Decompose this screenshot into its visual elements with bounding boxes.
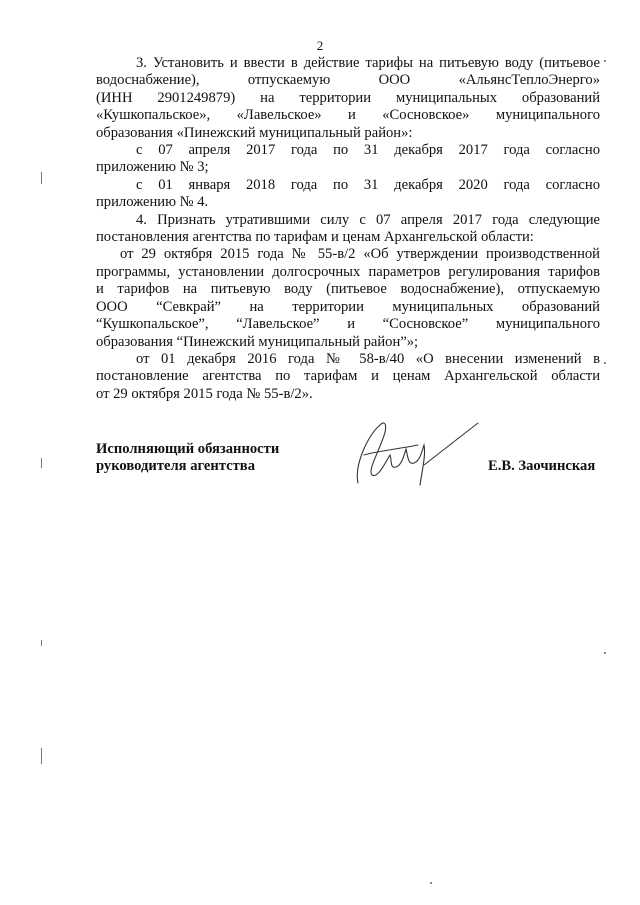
section-3-line-1: 3. Установить и ввести в действие тарифы на питьевую воду (питьевое: [136, 55, 600, 71]
section-4-item-1-line-6: образования “Пинежский муниципальный район”»;: [96, 333, 419, 350]
section-4-item-2-line-1: от 01 декабря 2016 года № 58-в/40 «О внесении изменений в: [136, 350, 600, 367]
section-3-item-2-line-2: приложению № 4.: [96, 194, 209, 211]
section-3: [96, 55, 600, 212]
scan-dot: [604, 362, 606, 364]
scan-mark: [41, 172, 42, 184]
section-3-item-2-line-1: с 01 января 2018 года по 31 декабря 2020 года согласно: [136, 176, 600, 193]
scan-dot: [430, 882, 432, 884]
section-3-line-4: «Кушкопальское», «Лавельское» и «Сосновское» муниципального: [96, 107, 600, 124]
section-3-item-1-line-2: приложению № 3;: [96, 159, 209, 176]
signatory-position: [96, 441, 279, 476]
scan-mark: [41, 458, 42, 468]
section-4-item-2-line-2: постановление агентства по тарифам и ценам Архангельской области: [96, 368, 600, 385]
section-4-item-1-line-3: и тарифов на питьевую воду (питьевое водоснабжение), отпускаемую: [96, 281, 600, 298]
page-number: 2: [316, 38, 324, 53]
scan-mark: [41, 640, 42, 646]
section-4-line-1: 4. Признать утратившими силу с 07 апреля 2017 года следующие: [136, 211, 600, 228]
section-4-item-1-line-5: “Кушкопальское”, “Лавельское” и “Сосновское” муниципального: [96, 316, 600, 333]
scan-dot: [604, 652, 606, 654]
section-4-item-1-line-1: от 29 октября 2015 года № 55-в/2 «Об утверждении производственной: [120, 246, 600, 263]
section-4: [96, 212, 600, 403]
signatory-name: Е.В. Заочинская: [488, 458, 596, 474]
section-4-item-2-line-3: от 29 октября 2015 года № 55-в/2».: [96, 385, 313, 402]
section-4-item-1-line-4: ООО “Севкрай” на территории муниципальных образований: [96, 298, 600, 315]
signatory-position-line-1: Исполняющий обязанности: [96, 441, 280, 457]
scan-dot: [604, 60, 606, 62]
scan-mark: [41, 748, 42, 764]
section-3-line-5: образования «Пинежский муниципальный район»:: [96, 124, 413, 141]
handwritten-signature: [328, 405, 488, 495]
section-3-line-3: (ИНН 2901249879) на территории муниципальных образований: [96, 89, 600, 106]
section-3-item-1-line-1: с 07 апреля 2017 года по 31 декабря 2017 года согласно: [136, 142, 600, 159]
section-4-line-2: постановления агентства по тарифам и ценам Архангельской области:: [96, 229, 534, 246]
section-3-line-2: водоснабжение), отпускаемую ООО «АльянсТеплоЭнерго»: [96, 72, 600, 89]
section-4-item-1-line-2: программы, установлении долгосрочных параметров регулирования тарифов: [96, 263, 600, 280]
signatory-position-line-2: руководителя агентства: [96, 458, 255, 475]
document-body: [96, 55, 600, 403]
